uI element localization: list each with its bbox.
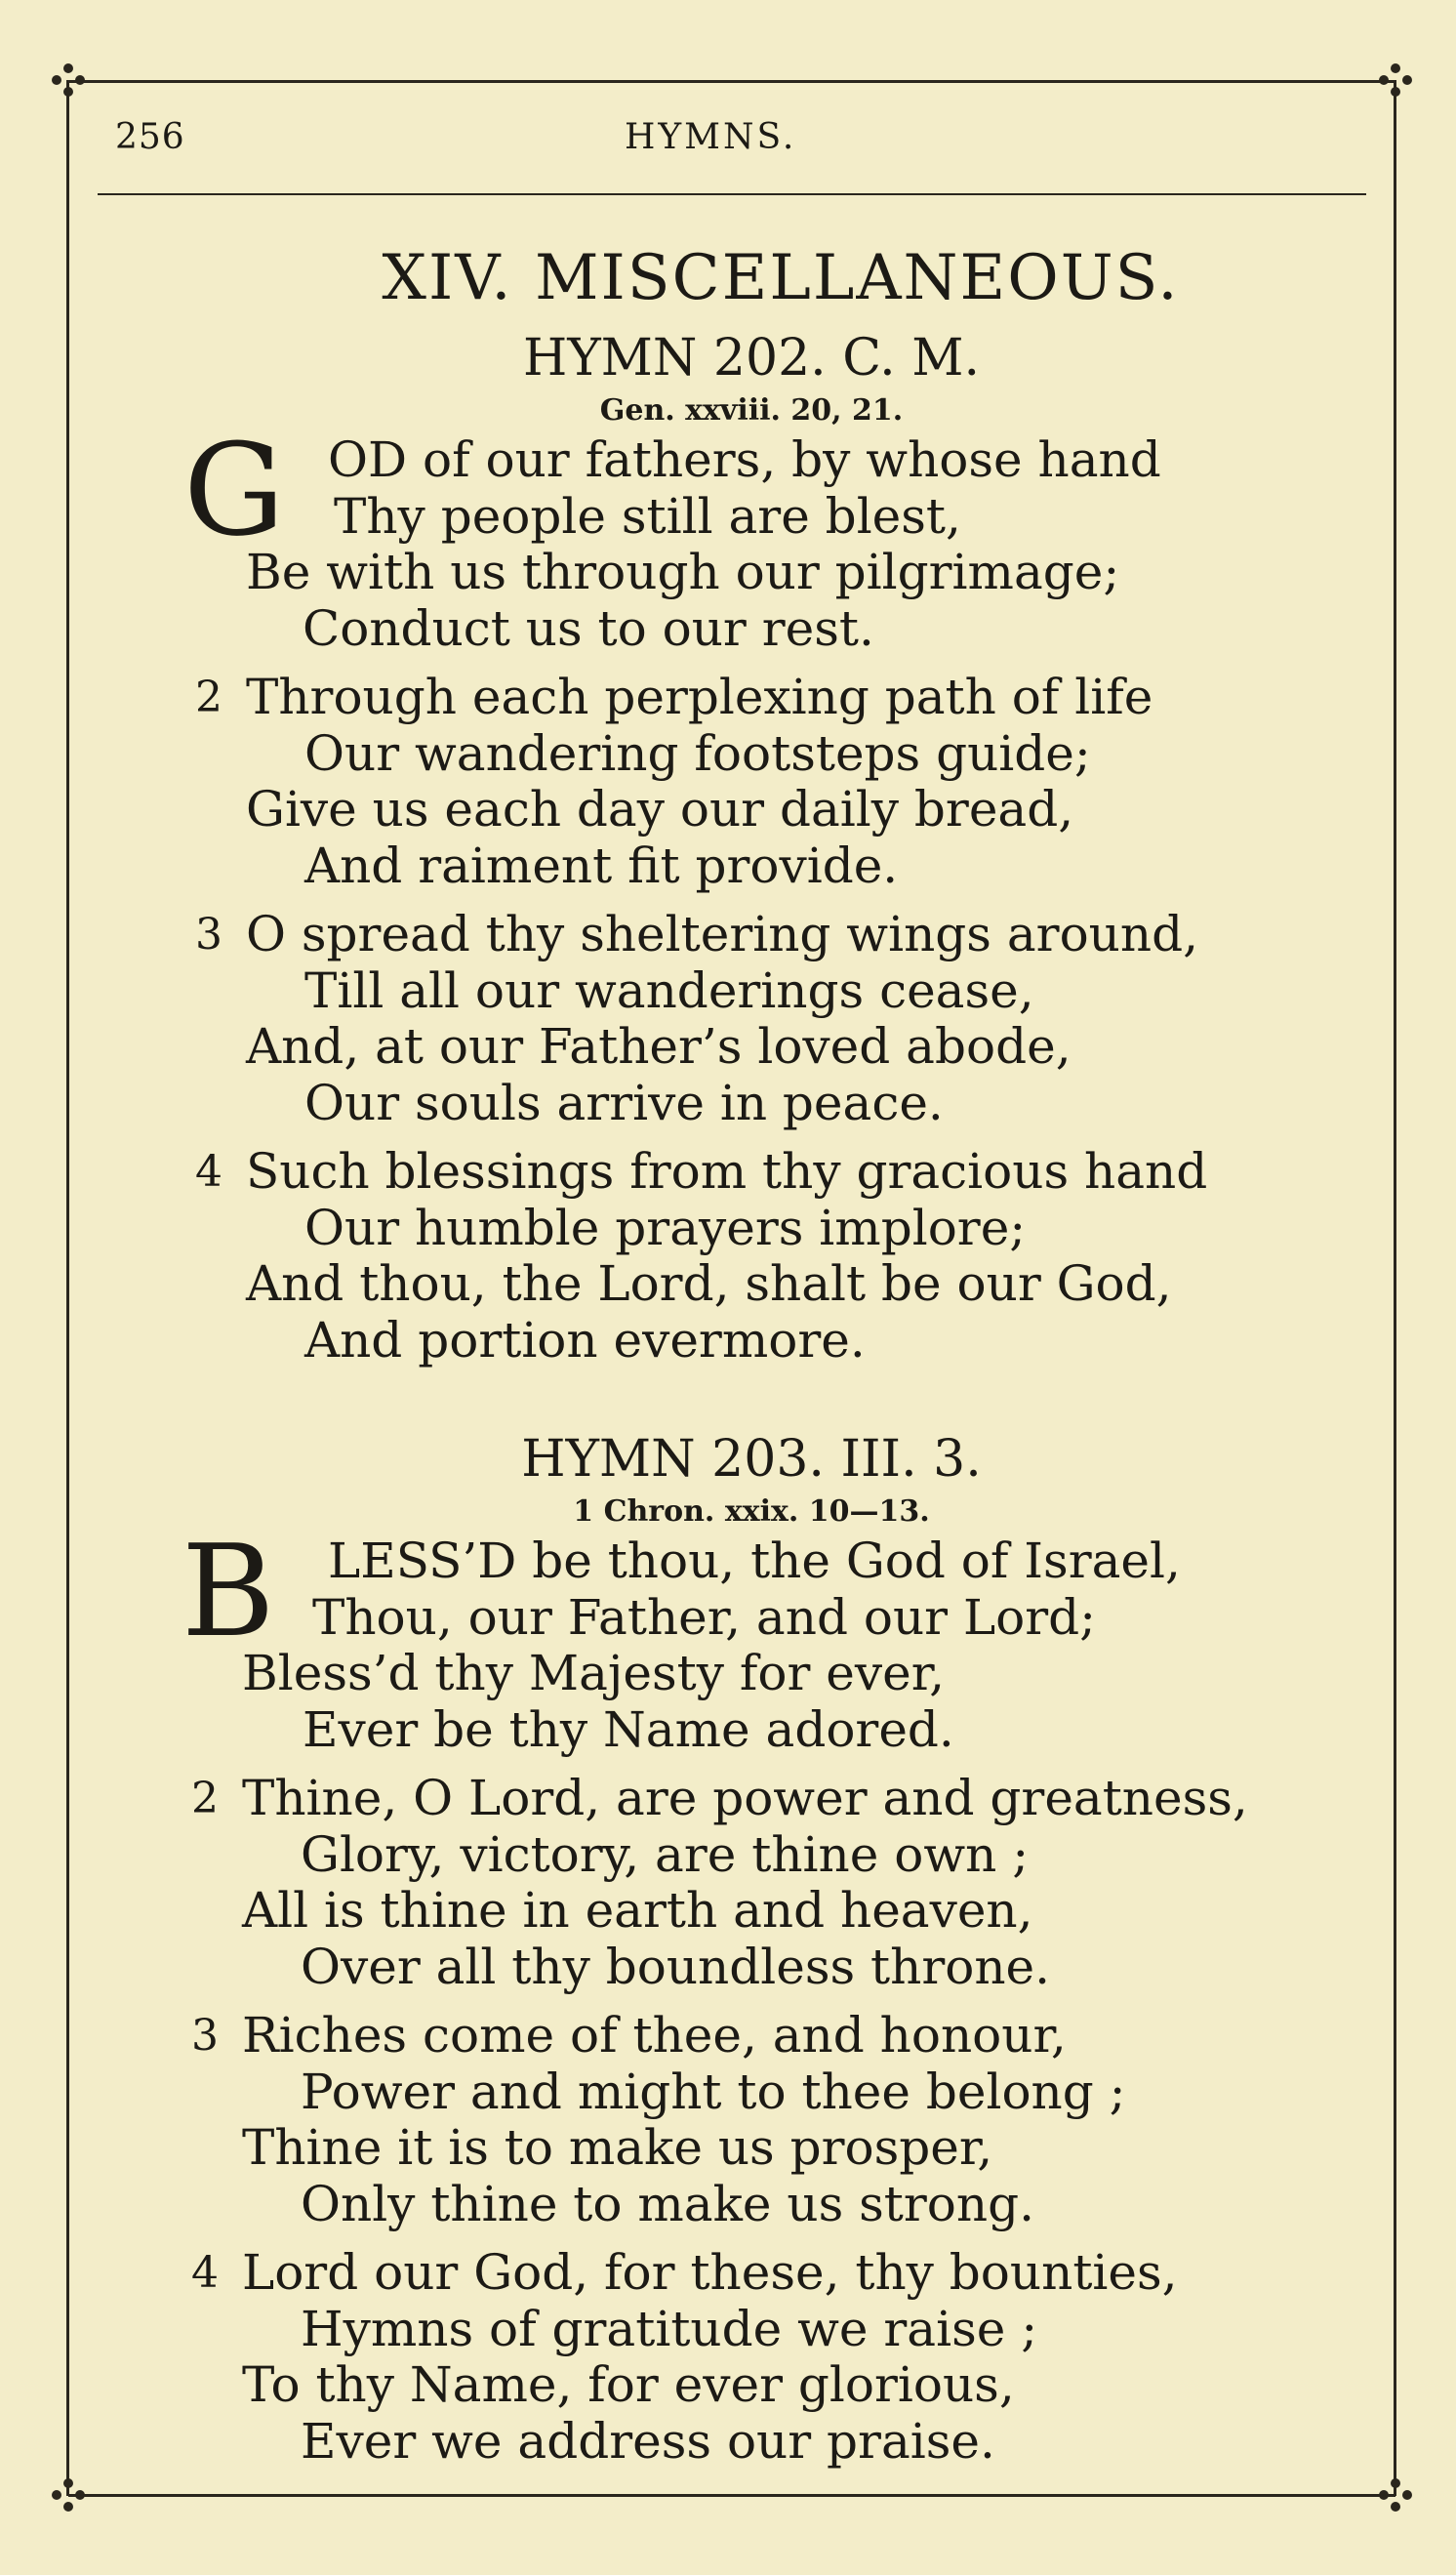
verse-line: Till all our wanderings cease, bbox=[304, 961, 1034, 1019]
section-title: XIV. MISCELLANEOUS. bbox=[382, 242, 1180, 314]
verse-line: Thou, our Father, and our Lord; bbox=[312, 1588, 1097, 1646]
verse-line: And, at our Father’s loved abode, bbox=[246, 1018, 1072, 1075]
hymn-spacer bbox=[185, 1381, 1288, 1428]
verse-line: Such blessings from thy gracious hand bbox=[246, 1143, 1208, 1200]
verse-line: Glory, victory, are thine own ; bbox=[301, 1825, 1030, 1883]
verse-number: 2 bbox=[195, 673, 222, 722]
scripture-reference: Gen. xxviii. 20, 21. bbox=[599, 393, 904, 428]
verse-line: Over all thy boundless throne. bbox=[301, 1938, 1051, 1995]
verse-3 bbox=[185, 907, 1288, 1131]
verse-line: And thou, the Lord, shalt be our God, bbox=[246, 1255, 1172, 1312]
top-border-rule bbox=[68, 80, 1395, 83]
verse-line: To thy Name, for ever glorious, bbox=[242, 2356, 1015, 2413]
hymn-title: HYMN 203. III. 3. bbox=[521, 1430, 982, 1489]
verse-line: Thine it is to make us prosper, bbox=[242, 2119, 993, 2176]
verse-line: Our wandering footsteps guide; bbox=[304, 724, 1091, 782]
hymn-203 bbox=[182, 1428, 1288, 2470]
verse-4 bbox=[185, 2245, 1288, 2470]
left-border-rule bbox=[66, 80, 69, 2496]
verse-4 bbox=[185, 1144, 1288, 1369]
verse-line: Thine, O Lord, are power and greatness, bbox=[242, 1770, 1248, 1826]
corner-ornament-icon bbox=[1376, 2475, 1415, 2514]
verse-number: 4 bbox=[191, 2248, 219, 2298]
right-border-rule bbox=[1394, 80, 1396, 2496]
page-content bbox=[182, 239, 1288, 2482]
corner-ornament-icon bbox=[49, 2475, 88, 2514]
verse-line: Hymns of gratitude we raise ; bbox=[301, 2300, 1038, 2357]
verse-line: Only thine to make us strong. bbox=[301, 2175, 1035, 2232]
bottom-border-rule bbox=[68, 2494, 1395, 2497]
page-header bbox=[98, 117, 1366, 176]
verse-2 bbox=[185, 670, 1288, 894]
verse-2 bbox=[185, 1771, 1288, 1995]
verse-3 bbox=[185, 2008, 1288, 2232]
verse-line: Ever be thy Name adored. bbox=[303, 1700, 954, 1758]
verse-line: Give us each day our daily bread, bbox=[246, 781, 1074, 838]
verse-number: 3 bbox=[195, 910, 222, 960]
verse-line: Through each perplexing path of life bbox=[246, 669, 1153, 725]
verse-line: And portion evermore. bbox=[304, 1311, 866, 1369]
verse-line: Bless’d thy Majesty for ever, bbox=[242, 1645, 945, 1701]
verse-line: Riches come of thee, and honour, bbox=[242, 2007, 1067, 2064]
verse-line: LESS’D be thou, the God of Israel, bbox=[328, 1533, 1181, 1589]
running-title: HYMNS. bbox=[625, 117, 797, 157]
verse-line: And raiment fit provide. bbox=[304, 837, 899, 894]
drop-cap: B bbox=[182, 1517, 275, 1665]
hymn-title: HYMN 202. C. M. bbox=[522, 329, 981, 388]
verse-1 bbox=[182, 1517, 1288, 1758]
page-number: 256 bbox=[115, 117, 185, 157]
corner-ornament-icon bbox=[1376, 61, 1415, 100]
verse-line: Power and might to thee belong ; bbox=[301, 2063, 1126, 2120]
verse-number: 2 bbox=[191, 1774, 219, 1823]
corner-ornament-icon bbox=[49, 61, 88, 100]
verse-number: 4 bbox=[195, 1147, 222, 1197]
verse-line: All is thine in earth and heaven, bbox=[242, 1882, 1033, 1939]
verse-line: Thy people still are blest, bbox=[334, 487, 961, 545]
verse-line: OD of our fathers, by whose hand bbox=[328, 431, 1161, 488]
verse-line: Be with us through our pilgrimage; bbox=[246, 544, 1120, 600]
verse-number: 3 bbox=[191, 2011, 219, 2061]
verse-line: Our humble prayers implore; bbox=[304, 1199, 1027, 1256]
hymn-202 bbox=[185, 327, 1288, 1369]
header-rule bbox=[98, 193, 1366, 195]
drop-cap: G bbox=[183, 416, 285, 564]
verse-line: Lord our God, for these, thy bounties, bbox=[242, 2244, 1178, 2301]
verse-line: Conduct us to our rest. bbox=[303, 599, 874, 657]
verse-line: Ever we address our praise. bbox=[301, 2412, 995, 2470]
verse-1 bbox=[183, 416, 1288, 657]
scripture-reference: 1 Chron. xxix. 10—13. bbox=[573, 1494, 930, 1529]
verse-line: Our souls arrive in peace. bbox=[304, 1074, 944, 1131]
verse-line: O spread thy sheltering wings around, bbox=[246, 906, 1198, 962]
